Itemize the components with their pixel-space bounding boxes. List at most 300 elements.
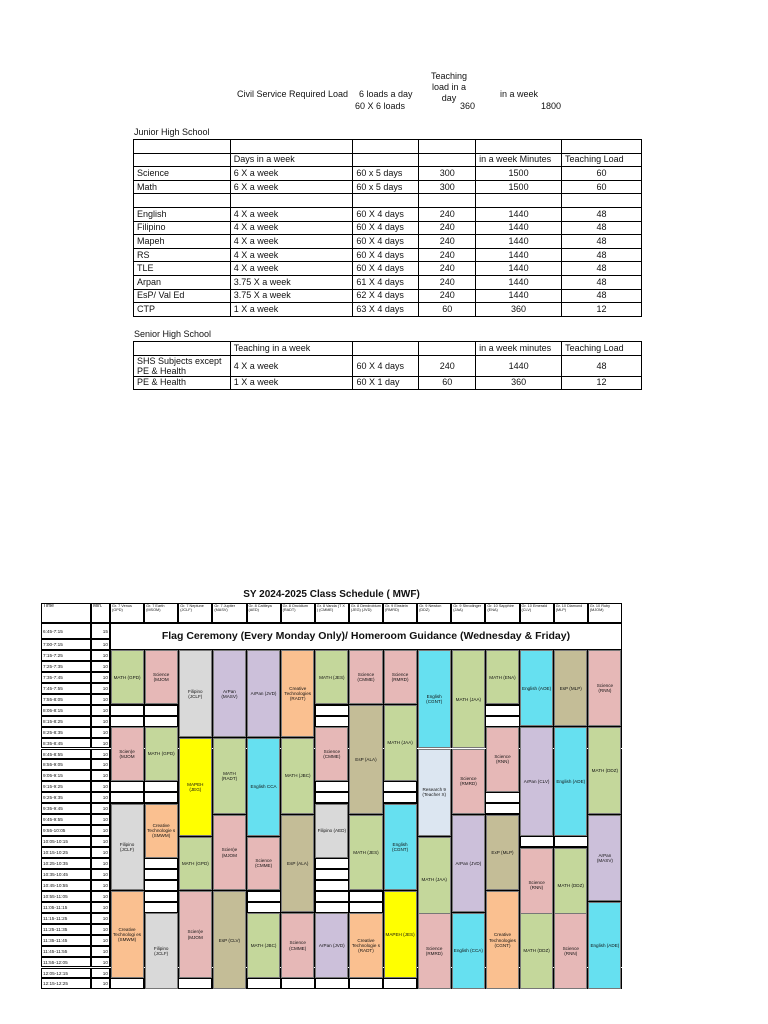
time-slot: 11:25-11:35 — [41, 924, 91, 935]
jhs-cell: 240 — [419, 275, 476, 289]
jhs-cell: 61 X 4 days — [353, 275, 419, 289]
class-block: Creative Technologies (CGNT) — [486, 891, 519, 989]
minutes-cell: 10 — [91, 672, 110, 683]
class-block: Filipino (JCLF) — [145, 913, 178, 989]
jhs-cell: 3.75 X a week — [230, 275, 353, 289]
time-slot: 11:05-11:15 — [41, 902, 91, 913]
empty-slot — [315, 978, 349, 989]
minutes-cell: 10 — [91, 978, 110, 989]
section-header: Gr. 7 Jupiter (MASV) — [212, 603, 246, 623]
jhs-row — [134, 221, 642, 235]
jhs-cell: 60 X 4 days — [353, 221, 419, 235]
class-block: Research 9 (Teacher X) — [418, 749, 451, 836]
jhs-row — [134, 303, 642, 317]
minutes-cell: 10 — [91, 716, 110, 727]
empty-slot — [144, 880, 178, 891]
class-block: Science (CMME) — [281, 913, 314, 978]
time-slot: 7:55-8:05 — [41, 694, 91, 705]
minutes-cell: 10 — [91, 902, 110, 913]
minutes-cell: 10 — [91, 661, 110, 672]
jhs-row — [134, 180, 642, 194]
class-block: ArPan (JVD) — [247, 650, 280, 737]
jhs-cell: 60 x 5 days — [353, 167, 419, 181]
class-block: MATH (GPD) — [179, 837, 212, 891]
shs-cell: in a week minutes — [476, 342, 562, 356]
jhs-cell: 60 X 4 days — [353, 207, 419, 221]
empty-slot — [485, 803, 519, 814]
minutes-cell: 10 — [91, 814, 110, 825]
shs-cell: 60 — [419, 376, 476, 390]
time-header: Time — [41, 603, 91, 623]
time-slot: 11:55-12:05 — [41, 957, 91, 968]
empty-slot — [110, 792, 144, 803]
jhs-cell: Filipino — [134, 221, 231, 235]
minutes-cell: 10 — [91, 913, 110, 924]
class-block: Creative Technologie s (RADT) — [349, 913, 382, 978]
minutes-cell: 10 — [91, 803, 110, 814]
jhs-cell: 60 X 4 days — [353, 235, 419, 249]
empty-slot — [281, 978, 315, 989]
class-block: English CCA — [247, 738, 280, 836]
minutes-cell: 10 — [91, 836, 110, 847]
jhs-cell: Arpan — [134, 275, 231, 289]
class-block: Filipino (JCLF) — [179, 650, 212, 737]
class-block: Scien)e (MJOM — [213, 815, 246, 891]
jhs-cell: 48 — [562, 221, 642, 235]
empty-slot — [485, 792, 519, 803]
jhs-row — [134, 275, 642, 289]
minutes-cell: 10 — [91, 650, 110, 661]
empty-slot — [110, 781, 144, 792]
class-block: EsP (ALA) — [349, 705, 382, 814]
minutes-cell: 10 — [91, 858, 110, 869]
jhs-cell: 360 — [476, 303, 562, 317]
jhs-cell — [562, 140, 642, 154]
empty-slot — [554, 836, 588, 847]
class-block: Science (CMME) — [247, 837, 280, 891]
minutes-cell: 10 — [91, 946, 110, 957]
empty-slot — [247, 891, 281, 902]
jhs-cell: TLE — [134, 262, 231, 276]
jhs-cell — [230, 194, 353, 208]
class-block: Creative Technologi es (SMWM) — [111, 891, 144, 978]
time-slot: 10:05-10:15 — [41, 836, 91, 847]
section-header: Gr. 10 Sapphire (ENA) — [485, 603, 519, 623]
section-header: Gr. 8 Dendrobium (JEG) (JVD) — [349, 603, 383, 623]
jhs-cell: 1440 — [476, 207, 562, 221]
time-slot: 7:35-7:45 — [41, 672, 91, 683]
minutes-cell: 10 — [91, 957, 110, 968]
class-block: ArPan (JVD) — [452, 815, 485, 913]
civil-service-label: Civil Service Required Load — [237, 89, 349, 99]
time-slot: 8:45-8:55 — [41, 749, 91, 760]
class-block: Science (RMRD) — [452, 749, 485, 814]
jhs-cell: 48 — [562, 248, 642, 262]
empty-slot — [383, 781, 417, 792]
time-slot: 12:15-12:25 — [41, 978, 91, 989]
minutes-cell: 10 — [91, 847, 110, 858]
empty-slot — [110, 716, 144, 727]
jhs-header-row — [134, 153, 642, 167]
empty-slot — [383, 792, 417, 803]
class-block: Science (RMRD) — [418, 913, 451, 989]
class-block: EsP (ALA) — [281, 815, 314, 913]
load-value: 360 — [460, 101, 476, 111]
class-block: Science (MJOM — [145, 650, 178, 704]
empty-slot — [144, 705, 178, 716]
teaching-load-label: Teaching load in a day — [430, 71, 468, 103]
class-block: MATH (RADT) — [213, 738, 246, 814]
time-slot: 12:05-12:15 — [41, 968, 91, 979]
class-block: Scien)e (MJOM — [179, 891, 212, 978]
jhs-cell: 1440 — [476, 262, 562, 276]
shs-cell: Teaching Load — [562, 342, 642, 356]
jhs-cell: 60 — [419, 303, 476, 317]
class-block: MATH (JAA) — [418, 837, 451, 924]
shs-cell: 240 — [419, 355, 476, 376]
section-header: Gr. 7 Venus (GPD) — [110, 603, 144, 623]
jhs-cell: 240 — [419, 207, 476, 221]
jhs-cell: Teaching Load — [562, 153, 642, 167]
jhs-cell: Math — [134, 180, 231, 194]
jhs-cell: 1440 — [476, 275, 562, 289]
empty-slot — [315, 891, 349, 902]
loads-formula: 60 X 6 loads — [355, 101, 406, 111]
jhs-cell: 4 X a week — [230, 262, 353, 276]
jhs-cell — [353, 140, 419, 154]
empty-slot — [144, 891, 178, 902]
class-block: Filipino (AED) — [315, 804, 348, 858]
jhs-cell — [476, 140, 562, 154]
shs-load-table — [133, 341, 642, 390]
class-block: MATH (JBC) — [247, 913, 280, 978]
empty-slot — [315, 781, 349, 792]
time-slot: 10:15-10:25 — [41, 847, 91, 858]
jhs-cell: 3.75 X a week — [230, 289, 353, 303]
min-header: Min. — [91, 603, 110, 623]
jhs-row — [134, 167, 642, 181]
shs-cell: 360 — [476, 376, 562, 390]
jhs-cell — [134, 153, 231, 167]
jhs-cell: RS — [134, 248, 231, 262]
shs-cell: 48 — [562, 355, 642, 376]
minutes-cell: 10 — [91, 792, 110, 803]
time-slot: 11:45-11:55 — [41, 946, 91, 957]
class-block: English (ADE) — [588, 902, 621, 989]
jhs-cell — [476, 194, 562, 208]
section-header: Gr. 7 Neptune (JCLF) — [178, 603, 212, 623]
jhs-cell: 1500 — [476, 180, 562, 194]
empty-slot — [485, 716, 519, 727]
empty-slot — [315, 902, 349, 913]
jhs-row — [134, 262, 642, 276]
empty-slot — [315, 792, 349, 803]
jhs-row — [134, 194, 642, 208]
jhs-cell: 240 — [419, 221, 476, 235]
jhs-cell: 4 X a week — [230, 207, 353, 221]
time-slot: 8:55-9:05 — [41, 759, 91, 770]
jhs-load-table — [133, 139, 642, 317]
class-block: MATH (DDZ) — [554, 848, 587, 924]
jhs-cell: 4 X a week — [230, 248, 353, 262]
jhs-cell — [230, 140, 353, 154]
section-header: Gr. 9 Shrodinger (JAA) — [451, 603, 485, 623]
time-slot: 8:35-8:45 — [41, 738, 91, 749]
class-block: EsP (CLV) — [213, 891, 246, 989]
time-slot: 10:45-10:55 — [41, 880, 91, 891]
class-block: Scien)e (MJOM — [111, 727, 144, 781]
time-slot: 9:15-9:25 — [41, 781, 91, 792]
shs-cell — [419, 342, 476, 356]
empty-slot — [315, 869, 349, 880]
time-slot: 8:15-8:25 — [41, 716, 91, 727]
jhs-cell: 300 — [419, 167, 476, 181]
jhs-cell: 12 — [562, 303, 642, 317]
minutes-cell: 15 — [91, 623, 110, 639]
jhs-cell: 48 — [562, 275, 642, 289]
jhs-cell: English — [134, 207, 231, 221]
empty-slot — [144, 792, 178, 803]
jhs-title: Junior High School — [134, 127, 210, 137]
week-value: 1800 — [541, 101, 562, 111]
empty-slot — [144, 858, 178, 869]
class-block: Science (CMME) — [315, 727, 348, 781]
empty-slot — [315, 716, 349, 727]
shs-cell: 60 X 4 days — [353, 355, 419, 376]
minutes-cell: 10 — [91, 738, 110, 749]
jhs-cell: 4 X a week — [230, 221, 353, 235]
shs-cell: PE & Health — [134, 376, 231, 390]
time-slot: 9:45-9:55 — [41, 814, 91, 825]
class-block: ArPan (MASV) — [213, 650, 246, 737]
class-block: English (CGNT) — [418, 650, 451, 748]
jhs-row — [134, 235, 642, 249]
jhs-cell — [134, 194, 231, 208]
class-block: English (CGNT) — [384, 804, 417, 891]
jhs-cell: 1 X a week — [230, 303, 353, 317]
class-block: English (CCA) — [452, 913, 485, 989]
jhs-cell — [353, 153, 419, 167]
minutes-cell: 10 — [91, 727, 110, 738]
shs-row — [134, 355, 642, 376]
empty-slot — [110, 705, 144, 716]
time-slot: 8:05-8:15 — [41, 705, 91, 716]
class-block: Science (RNN) — [588, 650, 621, 726]
empty-slot — [349, 902, 383, 913]
jhs-cell: 1440 — [476, 248, 562, 262]
time-slot: 10:35-10:45 — [41, 869, 91, 880]
shs-cell: SHS Subjects except PE & Health — [134, 355, 231, 376]
flag-ceremony-banner: Flag Ceremony (Every Monday Only)/ Homeroom Guidance (Wednesday & Friday) — [110, 623, 622, 650]
jhs-cell: EsP/ Val Ed — [134, 289, 231, 303]
minutes-cell: 10 — [91, 935, 110, 946]
class-block: Science (RNN) — [554, 913, 587, 989]
jhs-row — [134, 248, 642, 262]
jhs-cell: 240 — [419, 248, 476, 262]
empty-slot — [144, 902, 178, 913]
shs-cell: 4 X a week — [230, 355, 353, 376]
jhs-cell — [419, 194, 476, 208]
section-header: Gr. 7 Earth (MSOM) — [144, 603, 178, 623]
shs-row — [134, 376, 642, 390]
minutes-cell: 10 — [91, 781, 110, 792]
minutes-cell: 10 — [91, 869, 110, 880]
minutes-cell: 10 — [91, 770, 110, 781]
jhs-cell — [419, 140, 476, 154]
section-header: Gr. 10 Diamond (MLP) — [554, 603, 588, 623]
time-slot: 9:05-9:15 — [41, 770, 91, 781]
class-block: MATH (GPD) — [145, 727, 178, 781]
jhs-cell: 1440 — [476, 221, 562, 235]
jhs-row — [134, 140, 642, 154]
minutes-cell: 10 — [91, 968, 110, 979]
time-slot: 11:15-11:25 — [41, 913, 91, 924]
jhs-cell: 62 X 4 days — [353, 289, 419, 303]
shs-header-row — [134, 342, 642, 356]
empty-slot — [520, 836, 554, 847]
jhs-cell: CTP — [134, 303, 231, 317]
shs-cell: 12 — [562, 376, 642, 390]
class-block: MATH (JAA) — [452, 650, 485, 748]
time-slot: 10:25-10:35 — [41, 858, 91, 869]
class-block: MATH (ENA) — [486, 650, 519, 704]
time-slot: 10:55-11:05 — [41, 891, 91, 902]
class-block: Filipino (JCLF) — [111, 804, 144, 891]
class-block: MAPEH (JEG) — [179, 738, 212, 836]
empty-slot — [315, 705, 349, 716]
empty-slot — [247, 978, 281, 989]
section-header: Gr. 10 Emerald (CLV) — [520, 603, 554, 623]
jhs-cell: 60 — [562, 180, 642, 194]
jhs-cell: 240 — [419, 262, 476, 276]
class-block: Science (RMRD) — [384, 650, 417, 704]
jhs-cell: 1500 — [476, 167, 562, 181]
empty-slot — [349, 978, 383, 989]
section-header: Gr. 9 Einstein (RMRD) — [383, 603, 417, 623]
empty-slot — [349, 891, 383, 902]
class-block: MATH (DDZ) — [588, 727, 621, 814]
jhs-cell: 48 — [562, 235, 642, 249]
shs-cell: 60 X 1 day — [353, 376, 419, 390]
shs-title: Senior High School — [134, 329, 212, 339]
class-block: MATH (GPD) — [111, 650, 144, 704]
section-header: Gr. 10 Ruby (MJOM) — [588, 603, 622, 623]
section-header: Gr. 9 Newton (DDZ) — [417, 603, 451, 623]
class-block: EsP (MLP) — [554, 650, 587, 726]
jhs-cell: Mapeh — [134, 235, 231, 249]
jhs-cell: 240 — [419, 235, 476, 249]
minutes-cell: 10 — [91, 891, 110, 902]
jhs-cell: 60 X 4 days — [353, 248, 419, 262]
time-slot: 8:25-8:35 — [41, 727, 91, 738]
minutes-cell: 10 — [91, 683, 110, 694]
empty-slot — [144, 781, 178, 792]
section-header: Gr. 8 Cattleya (AED) — [247, 603, 281, 623]
empty-slot — [247, 902, 281, 913]
time-slot: 9:25-9:35 — [41, 792, 91, 803]
shs-cell: 1440 — [476, 355, 562, 376]
minutes-cell: 10 — [91, 749, 110, 760]
jhs-cell: 1440 — [476, 235, 562, 249]
time-slot: 9:35-9:45 — [41, 803, 91, 814]
class-block: MATH (JES) — [315, 650, 348, 704]
time-slot: 7:25-7:35 — [41, 661, 91, 672]
class-block: Creative Technologie s (SMWM) — [145, 804, 178, 858]
minutes-cell: 10 — [91, 639, 110, 650]
jhs-cell: 240 — [419, 289, 476, 303]
jhs-cell — [353, 194, 419, 208]
class-block: MATH (JES) — [349, 815, 382, 891]
class-block: English (AOE) — [520, 650, 553, 726]
minutes-cell: 10 — [91, 694, 110, 705]
empty-slot — [315, 880, 349, 891]
schedule-title: SY 2024-2025 Class Schedule ( MWF) — [243, 589, 420, 600]
time-slot: 7:45-7:55 — [41, 683, 91, 694]
empty-slot — [485, 705, 519, 716]
empty-slot — [315, 858, 349, 869]
class-block: MAPEH (JES) — [384, 891, 417, 978]
jhs-cell: 48 — [562, 207, 642, 221]
jhs-cell — [419, 153, 476, 167]
shs-cell: Teaching in a week — [230, 342, 353, 356]
class-block: Creative Technologies (RADT) — [281, 650, 314, 737]
jhs-cell — [134, 140, 231, 154]
class-block: Science (CMME) — [349, 650, 382, 704]
class-block: ExP (MLP) — [486, 815, 519, 891]
jhs-cell: 6 X a week — [230, 167, 353, 181]
empty-slot — [383, 978, 417, 989]
class-block: English (ADE) — [554, 727, 587, 836]
shs-cell — [134, 342, 231, 356]
time-slot: 7:15-7:25 — [41, 650, 91, 661]
shs-cell — [353, 342, 419, 356]
minutes-cell: 10 — [91, 880, 110, 891]
minutes-cell: 10 — [91, 825, 110, 836]
class-block: Science (RNN) — [520, 848, 553, 924]
jhs-cell: 300 — [419, 180, 476, 194]
class-block: ArPan (MASV) — [588, 815, 621, 902]
class-block: MATH (DDZ) — [520, 913, 553, 989]
jhs-cell: 1440 — [476, 289, 562, 303]
time-slot: 7:00-7:15 — [41, 639, 91, 650]
jhs-row — [134, 289, 642, 303]
class-block: Science (RNN) — [486, 727, 519, 792]
jhs-cell: 60 x 5 days — [353, 180, 419, 194]
jhs-cell: 63 X 4 days — [353, 303, 419, 317]
jhs-cell: Days in a week — [230, 153, 353, 167]
time-slot: 6:45-7:15 — [41, 623, 91, 639]
time-slot: 11:35-11:45 — [41, 935, 91, 946]
jhs-cell — [562, 194, 642, 208]
empty-slot — [144, 716, 178, 727]
class-block: MATH (JBC) — [281, 738, 314, 814]
jhs-row — [134, 207, 642, 221]
section-header: Gr. 8 Oncidium (RADT) — [281, 603, 315, 623]
minutes-cell: 10 — [91, 924, 110, 935]
jhs-cell: Science — [134, 167, 231, 181]
jhs-cell: 60 — [562, 167, 642, 181]
empty-slot — [178, 978, 212, 989]
class-schedule-grid — [41, 603, 622, 993]
class-block: ArPan (JVD) — [315, 913, 348, 978]
shs-cell: 1 X a week — [230, 376, 353, 390]
jhs-cell: 48 — [562, 289, 642, 303]
empty-slot — [110, 978, 144, 989]
jhs-cell: in a week Minutes — [476, 153, 562, 167]
jhs-cell: 60 X 4 days — [353, 262, 419, 276]
jhs-cell: 4 X a week — [230, 235, 353, 249]
class-block: MATH (JAA) — [384, 705, 417, 781]
